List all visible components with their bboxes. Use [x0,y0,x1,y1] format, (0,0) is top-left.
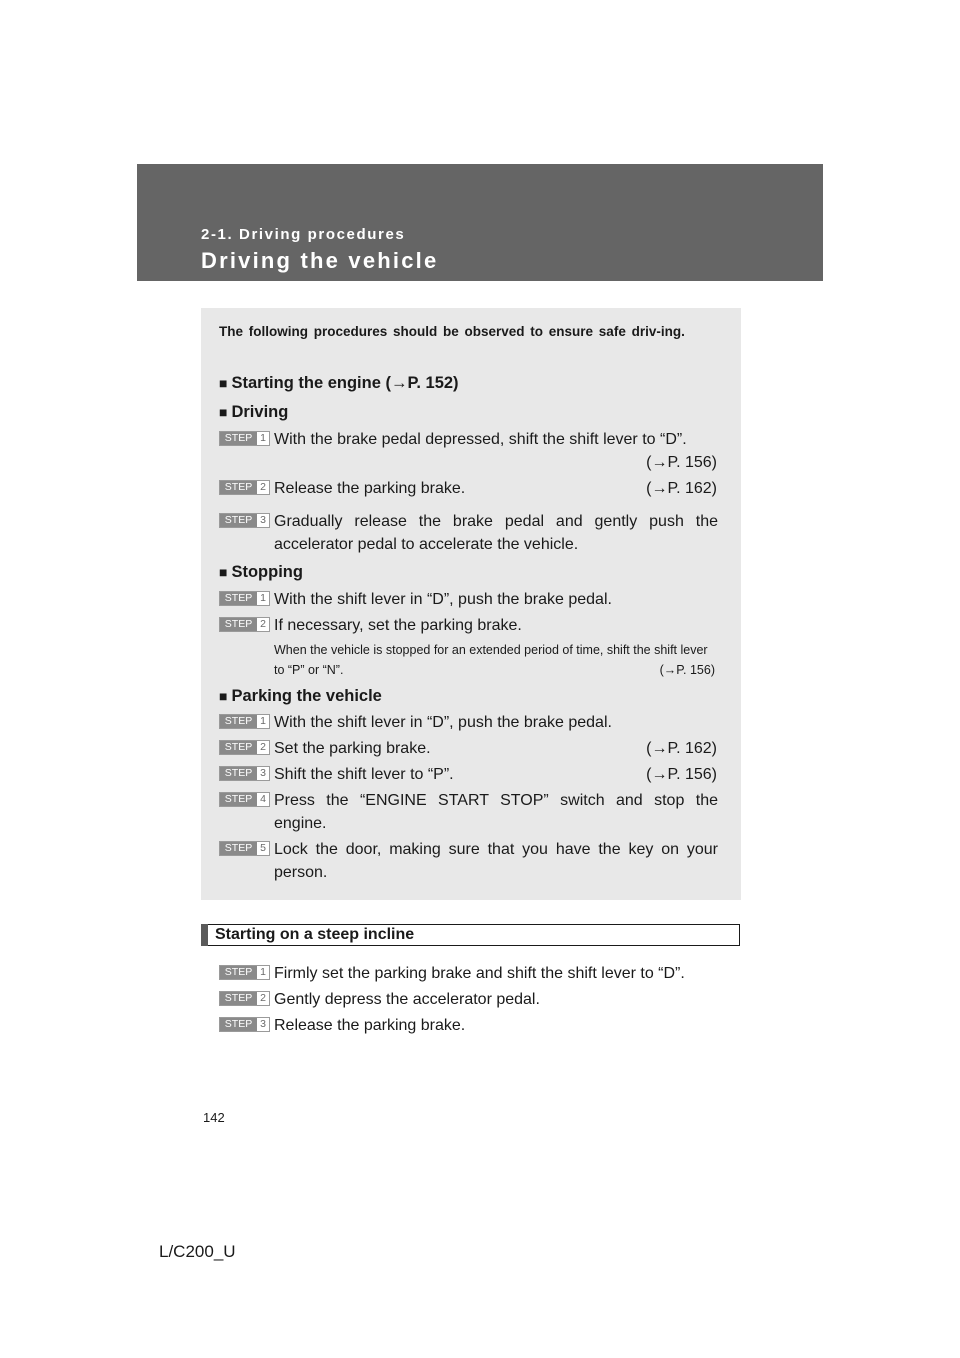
step-badge: STEP 2 [219,480,270,495]
step-badge: STEP 2 [219,991,270,1006]
square-bullet-icon: ■ [219,688,228,704]
section-label: 2-1. Driving procedures [201,226,406,243]
heading-text: Stopping [231,563,303,581]
step-text: Release the parking brake. [274,480,466,497]
step-text: Gradually release the brake pedal and gently push the accelerator pedal to accelerate the vehicle. [274,513,718,553]
step-badge: STEP 3 [219,1017,270,1032]
step-badge: STEP 1 [219,714,270,729]
step-badge: STEP 2 [219,617,270,632]
driving-step-2 [219,477,718,499]
step-badge: STEP 1 [219,431,270,446]
step-badge: STEP 2 [219,740,270,755]
step-text: Set the parking brake. [274,740,431,757]
intro-text: The following procedures should be observed to ensure safe driv-ing. [219,324,685,339]
step-text: Firmly set the parking brake and shift the shift lever to “D”. [274,965,685,982]
parking-step-4 [219,789,718,832]
driving-step-1 [219,428,718,471]
note-text: When the vehicle is stopped for an extended period of time, shift the shift lever to “P” or “N”. [274,643,708,677]
square-bullet-icon: ■ [219,564,228,580]
heading-text: Parking the vehicle [231,687,382,705]
stopping-note [274,640,717,680]
step-badge: STEP 1 [219,965,270,980]
stopping-step-2 [219,614,718,636]
parking-step-1 [219,711,718,733]
step-text: Shift the shift lever to “P”. [274,766,454,783]
page-reference-link[interactable]: (→P. 156) [646,454,717,471]
page-reference-link[interactable]: (→P. 156) [646,766,717,783]
step-badge: STEP 5 [219,841,270,856]
step-text: Press the “ENGINE START STOP” switch and stop the engine. [274,792,718,832]
step-text: With the shift lever in “D”, push the brake pedal. [274,714,612,731]
page-number: 142 [203,1110,225,1125]
square-bullet-icon: ■ [219,404,228,420]
footer-code: L/C200_U [159,1242,236,1261]
step-badge: STEP 3 [219,513,270,528]
stopping-step-1 [219,588,718,610]
page-title: Driving the vehicle [201,248,439,273]
heading-parking [219,687,382,706]
page-reference-link[interactable]: (→P. 156) [659,663,715,677]
heading-text: Driving [231,403,289,421]
step-text: With the brake pedal depressed, shift the shift lever to “D”. [274,431,687,448]
step-text: Gently depress the accelerator pedal. [274,991,540,1008]
step-badge: STEP 1 [219,591,270,606]
incline-section-header [201,924,740,946]
incline-title: Starting on a steep incline [215,926,415,943]
step-text: If necessary, set the parking brake. [274,617,522,634]
parking-step-3 [219,763,718,785]
chapter-header [137,164,823,281]
page-reference-link[interactable]: (→P. 162) [646,740,717,757]
parking-step-5 [219,838,718,881]
square-bullet-icon: ■ [219,375,228,391]
step-badge: STEP 3 [219,766,270,781]
incline-step-3 [219,1014,718,1036]
step-text: With the shift lever in “D”, push the brake pedal. [274,591,612,608]
step-badge: STEP 4 [219,792,270,807]
incline-step-2 [219,988,718,1010]
driving-step-3 [219,510,718,553]
page-reference-link[interactable]: (→P. 162) [646,480,717,497]
section-bar-icon [201,924,208,946]
parking-step-2 [219,737,718,759]
incline-step-1 [219,962,718,984]
step-text: Release the parking brake. [274,1017,466,1034]
heading-starting-engine [219,374,459,393]
heading-driving [219,403,288,422]
heading-stopping [219,563,303,582]
heading-text[interactable]: Starting the engine (→P. 152) [231,374,459,392]
step-text: Lock the door, making sure that you have the key on your person. [274,841,718,881]
